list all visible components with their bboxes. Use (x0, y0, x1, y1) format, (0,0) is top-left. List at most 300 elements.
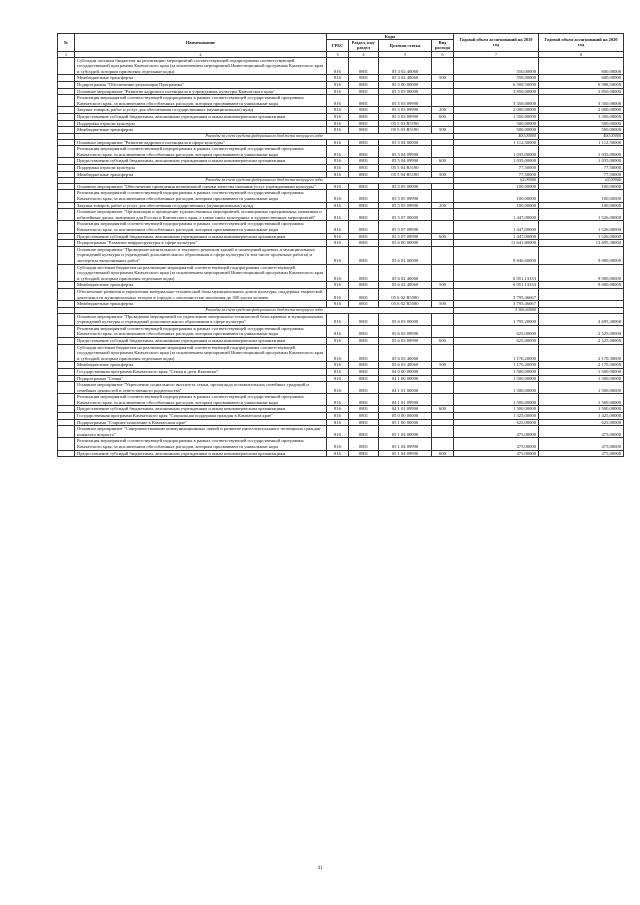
cell-name: Межбюджетные трансферты (75, 362, 327, 369)
cell-num (58, 368, 75, 375)
cell-2020: 100,00000 (539, 183, 624, 190)
cell-target: 04 1 01 09990 (379, 394, 432, 406)
cell-razdel: 0801 (349, 146, 379, 158)
cell-target: 05 5 04 R5190 (379, 164, 432, 171)
cell-2019: 77,50000 (454, 164, 539, 171)
cell-num (58, 190, 75, 202)
cell-name: Подпрограмма "Семья" (75, 375, 327, 382)
cell-razdel: 0801 (349, 406, 379, 413)
cell-vid: 500 (432, 171, 454, 178)
table-row (58, 344, 624, 362)
cell-vid: 600 (432, 158, 454, 165)
cell-razdel: 0801 (349, 325, 379, 337)
cell-2019: 500,00000 (454, 120, 539, 127)
cell-2020 (539, 301, 624, 308)
cell-num (58, 164, 75, 171)
cell-target: 05 0 00 00000 (379, 413, 432, 420)
cell-2019: 100,00000 (454, 202, 539, 209)
cell-vid (432, 313, 454, 325)
cell-grbs: 816 (327, 394, 349, 406)
cell-grbs: 816 (327, 88, 349, 95)
cell-grbs: 816 (327, 313, 349, 325)
table-row (58, 438, 624, 450)
table-row (58, 113, 624, 120)
cell-grbs: 816 (327, 450, 349, 457)
cell-target: 04 1 01 09990 (379, 406, 432, 413)
cell-vid (432, 190, 454, 202)
table-row (58, 164, 624, 171)
cell-num (58, 95, 75, 107)
cell-grbs: 816 (327, 413, 349, 420)
cell-2020: 1 526,00000 (539, 221, 624, 233)
cell-target: 05 6 00 00000 (379, 240, 432, 247)
cell-razdel: 0801 (349, 426, 379, 438)
cell-name: Предоставление субсидий бюджетным, автономным учреждениям и иным некоммерческим организациям (75, 406, 327, 413)
cell-target: 05 5 04 09990 (379, 146, 432, 158)
cell-name: Подпрограмма "Старшее поколение в Камчатском крае" (75, 419, 327, 426)
cell-num (58, 362, 75, 369)
cell-vid (432, 240, 454, 247)
cell-2019: 1 447,00000 (454, 233, 539, 240)
cell-razdel: 0801 (349, 183, 379, 190)
cell-vid: 500 (432, 127, 454, 134)
cell-vid: 600 (432, 450, 454, 457)
cell-name: Межбюджетные трансферты (75, 282, 327, 289)
cell-grbs: 816 (327, 406, 349, 413)
cell-num (58, 438, 75, 450)
cell-2020: 77,50000 (539, 164, 624, 171)
cell-2020 (539, 288, 624, 300)
column-number-cell: 7 (454, 51, 539, 57)
cell-grbs: 816 (327, 202, 349, 209)
cell-vid (432, 88, 454, 95)
cell-2020: 1 500,00000 (539, 394, 624, 406)
header-vid: Вид расхода (432, 40, 454, 51)
table-row (58, 120, 624, 127)
cell-grbs: 816 (327, 158, 349, 165)
cell-name: Реализация мероприятий соответствующей подпрограммы в рамках соответствующей государственной программы Камчатского края, за исключением обособленных расходов, которым присваиваются уникальные коды (75, 438, 327, 450)
cell-target: 05 5 04 R5190 (379, 171, 432, 178)
cell-vid: 600 (432, 233, 454, 240)
cell-target: 05 1 04 00000 (379, 426, 432, 438)
cell-target: 05 1 04 09990 (379, 438, 432, 450)
table-row (58, 233, 624, 240)
cell-target: 05 5 03 R5190 (379, 127, 432, 134)
cell-grbs: 816 (327, 282, 349, 289)
cell-razdel: 0801 (349, 313, 379, 325)
cell-2020: 9 000,00000 (539, 246, 624, 264)
cell-2020: 1 112,50000 (539, 139, 624, 146)
cell-vid (432, 246, 454, 264)
cell-vid (432, 120, 454, 127)
cell-num (58, 394, 75, 406)
table-row (58, 146, 624, 158)
cell-2019: 9 846,60000 (454, 246, 539, 264)
cell-razdel: 0801 (349, 95, 379, 107)
cell-num (58, 146, 75, 158)
table-row (58, 127, 624, 134)
cell-name: Основное мероприятие "Укрепление социального института семьи, пропаганда положительных семейных традиций и семейных ценностей и ответственного родительства" (75, 382, 327, 394)
cell-2019: 6 051,13333 (454, 282, 539, 289)
cell-2020: 62,00000 (539, 178, 624, 184)
cell-num (58, 107, 75, 114)
cell-target: 05 6 03 40060 (379, 362, 432, 369)
cell-name: Субсидии местным бюджетам на реализацию мероприятий соответствующей подпрограммы соответствующей государственной программы Камчатского края (за исключением мероприятий Инвестиционной программы Камчатского края и субсидий, которым присвоены отдельные коды) (75, 264, 327, 282)
cell-razdel: 0801 (349, 158, 379, 165)
column-number-cell: 8 (539, 51, 624, 57)
cell-name: Поддержка отрасли культуры (75, 120, 327, 127)
cell-2020: 77,50000 (539, 171, 624, 178)
cell-grbs: 816 (327, 171, 349, 178)
table-row (58, 264, 624, 282)
cell-name: Реализация мероприятий соответствующей подпрограммы в рамках соответствующей государственной программы Камчатского края, за исключением обособленных расходов, которым присваиваются уникальные коды (75, 190, 327, 202)
cell-name: Реализация мероприятий соответствующей подпрограммы в рамках соответствующей государственной программы Камчатского края, за исключением обособленных расходов, которым присваиваются уникальные коды (75, 146, 327, 158)
table-row (58, 419, 624, 426)
cell-name: Основное мероприятие "Развитие кадрового потенциала в учреждениях культуры Камчатского края" (75, 88, 327, 95)
cell-2020: 3 350,00000 (539, 95, 624, 107)
cell-num (58, 171, 75, 178)
cell-razdel: 0801 (349, 209, 379, 221)
cell-note-text: Расходы за счет средств федерального бюджета текущего года (75, 133, 454, 139)
cell-name: Субсидии местным бюджетам на реализацию мероприятий соответствующей подпрограммы соответствующей государственной программы Камчатского края (за исключением мероприятий Инвестиционной программы Камчатского края и субсидий, которым присвоены отдельные коды) (75, 344, 327, 362)
cell-target: 05 5 05 09990 (379, 202, 432, 209)
cell-num (58, 221, 75, 233)
cell-2020: 2 170,30000 (539, 362, 624, 369)
cell-2020: 1 500,00000 (539, 368, 624, 375)
cell-grbs: 816 (327, 209, 349, 221)
cell-vid: 600 (432, 113, 454, 120)
cell-2019: 11 641,80000 (454, 240, 539, 247)
cell-grbs: 816 (327, 127, 349, 134)
cell-2020: 6 588,50000 (539, 81, 624, 88)
cell-2019: 475,00000 (454, 426, 539, 438)
cell-2020: 1 500,00000 (539, 375, 624, 382)
cell-num (58, 337, 75, 344)
cell-grbs: 816 (327, 95, 349, 107)
cell-2020: 2 170,30000 (539, 344, 624, 362)
cell-2019: 1 325,00000 (454, 413, 539, 420)
cell-num (58, 240, 75, 247)
cell-target: 05 5 04 00000 (379, 139, 432, 146)
cell-2020: 475,00000 (539, 438, 624, 450)
cell-target: 04 1 01 00000 (379, 382, 432, 394)
cell-2020: 1 500,00000 (539, 382, 624, 394)
cell-2019: 1 112,50000 (454, 139, 539, 146)
cell-2019: 1 447,00000 (454, 221, 539, 233)
cell-razdel: 0801 (349, 246, 379, 264)
cell-name: Основное мероприятие "Обеспечение проведения независимой оценки качества оказания услуг учреждениями культуры" (75, 183, 327, 190)
cell-target: 05 5 07 09990 (379, 233, 432, 240)
cell-target: 05 5 03 09990 (379, 107, 432, 114)
cell-target: 05 6 03 00000 (379, 313, 432, 325)
cell-2019: 550,00000 (454, 57, 539, 75)
cell-2020: 4 695,30000 (539, 313, 624, 325)
cell-2019: 400,00000 (454, 133, 539, 139)
cell-razdel: 0801 (349, 394, 379, 406)
cell-razdel: 0801 (349, 413, 379, 420)
cell-razdel: 0801 (349, 164, 379, 171)
cell-vid (432, 288, 454, 300)
cell-2019: 77,50000 (454, 171, 539, 178)
cell-num (58, 75, 75, 82)
cell-2020: 3 850,00000 (539, 88, 624, 95)
cell-2019: 625,00000 (454, 325, 539, 337)
cell-name: Основное мероприятие "Проведение мероприятий по укреплению материально-технической базы краевых и муниципальных учреждений культуры и учреждений дополнительного образования в сфере культуры" (75, 313, 327, 325)
cell-num (58, 406, 75, 413)
cell-vid (432, 164, 454, 171)
cell-name: Предоставление субсидий бюджетным, автономным учреждениям и иным некоммерческим организациям (75, 113, 327, 120)
cell-vid (432, 426, 454, 438)
table-body (58, 57, 624, 457)
cell-num (58, 183, 75, 190)
cell-2019: 3 850,00000 (454, 88, 539, 95)
table-row (58, 183, 624, 190)
header-name: Наименование (75, 34, 327, 52)
cell-target: 05 6 02 40060 (379, 264, 432, 282)
cell-2019: 100,00000 (454, 183, 539, 190)
cell-razdel: 0801 (349, 81, 379, 88)
cell-razdel: 0801 (349, 120, 379, 127)
cell-2020: 600,00000 (539, 75, 624, 82)
cell-vid: 500 (432, 75, 454, 82)
cell-2020: 500,00000 (539, 120, 624, 127)
cell-name: Закупка товаров, работ и услуг для обеспечения государственных (муниципальных) нужд (75, 202, 327, 209)
table-row (58, 282, 624, 289)
cell-razdel: 0801 (349, 171, 379, 178)
cell-target: 05 6 03 09990 (379, 337, 432, 344)
cell-vid: 600 (432, 337, 454, 344)
cell-num (58, 419, 75, 426)
cell-name: Поддержка отрасли культуры (75, 164, 327, 171)
cell-name: Основное мероприятие "Проведение капитального и текущего ремонтов зданий и помещений краевых и муниципальных учреждений культуры и учреждений дополнительного образования в сфере культуры (в том числе проектные работы) и экспертиза выполненных работ" (75, 246, 327, 264)
cell-name: Межбюджетные трансферты (75, 127, 327, 134)
column-number-cell: 6 (432, 51, 454, 57)
cell-razdel: 0801 (349, 288, 379, 300)
cell-num (58, 202, 75, 209)
cell-2019: 500,00000 (454, 127, 539, 134)
cell-num (58, 57, 75, 75)
cell-razdel: 0801 (349, 282, 379, 289)
cell-num (58, 313, 75, 325)
cell-2019: 62,00000 (454, 178, 539, 184)
table-row (58, 202, 624, 209)
cell-name: Реализация мероприятий соответствующей подпрограммы в рамках соответствующей государственной программы Камчатского края, за исключением обособленных расходов, которым присваиваются уникальные коды (75, 325, 327, 337)
cell-grbs: 816 (327, 344, 349, 362)
cell-grbs: 816 (327, 81, 349, 88)
table-row (58, 240, 624, 247)
cell-2020: 1 425,00000 (539, 413, 624, 420)
table-row (58, 288, 624, 300)
cell-num (58, 288, 75, 300)
table-row (58, 313, 624, 325)
cell-num (58, 426, 75, 438)
cell-razdel: 0801 (349, 221, 379, 233)
table-row (58, 426, 624, 438)
cell-name: Закупка товаров, работ и услуг для обеспечения государственных (муниципальных) нужд (75, 107, 327, 114)
table-row (58, 368, 624, 375)
cell-grbs: 816 (327, 382, 349, 394)
cell-target: 05 5 05 00000 (379, 183, 432, 190)
cell-name: Основное мероприятие "Развитие кадрового потенциала в сфере культуры" (75, 139, 327, 146)
column-number-cell: 4 (349, 51, 379, 57)
cell-name: Предоставление субсидий бюджетным, автономным учреждениям и иным некоммерческим организациям (75, 233, 327, 240)
cell-razdel: 0801 (349, 337, 379, 344)
cell-razdel: 0801 (349, 127, 379, 134)
table-row (58, 107, 624, 114)
cell-target: 05 5 07 09990 (379, 221, 432, 233)
cell-vid (432, 325, 454, 337)
cell-2020: 2 000,00000 (539, 107, 624, 114)
cell-num (58, 127, 75, 134)
header-2020: Годовой объем ассигнований на 2020 год (539, 34, 624, 52)
cell-2019: 3 795,46667 (454, 301, 539, 308)
cell-target: 05 1 00 00000 (379, 419, 432, 426)
cell-razdel: 0801 (349, 88, 379, 95)
cell-target: 05 6 02 40060 (379, 282, 432, 289)
cell-razdel: 0801 (349, 375, 379, 382)
table-row (58, 88, 624, 95)
cell-2019: 100,00000 (454, 190, 539, 202)
cell-vid (432, 382, 454, 394)
cell-target: 05 5 03 09990 (379, 113, 432, 120)
cell-target: 05 5 03 09990 (379, 95, 432, 107)
column-number-cell: 1 (58, 51, 75, 57)
cell-2020: 600,00000 (539, 57, 624, 75)
cell-num (58, 413, 75, 420)
cell-2019: 1 500,00000 (454, 382, 539, 394)
cell-razdel: 0801 (349, 75, 379, 82)
cell-2019: 1 500,00000 (454, 406, 539, 413)
cell-razdel: 0801 (349, 107, 379, 114)
cell-2020: 9 000,00000 (539, 282, 624, 289)
cell-2019: 625,00000 (454, 337, 539, 344)
cell-grbs: 816 (327, 246, 349, 264)
cell-2020: 400,00000 (539, 133, 624, 139)
cell-name: Субсидии частным бюджетам на реализацию мероприятий соответствующей подпрограммы соответствующей государственной программы Камчатского края (за исключением мероприятий Инвестиционной программы Камчатского края и субсидий, которым присвоены отдельные коды) (75, 57, 327, 75)
cell-name: Реализация мероприятий соответствующей подпрограммы в рамках соответствующей государственной программы Камчатского края, за исключением обособленных расходов, которым присваиваются уникальные коды (75, 95, 327, 107)
cell-2019: 1 350,00000 (454, 113, 539, 120)
table-row (58, 375, 624, 382)
cell-2019: 550,00000 (454, 75, 539, 82)
cell-num (58, 264, 75, 282)
cell-num (58, 113, 75, 120)
table-row (58, 75, 624, 82)
cell-2020: 1 500,00000 (539, 406, 624, 413)
cell-grbs: 816 (327, 164, 349, 171)
cell-num (58, 450, 75, 457)
table-row (58, 406, 624, 413)
cell-name: Межбюджетные трансферты (75, 301, 327, 308)
cell-grbs: 816 (327, 301, 349, 308)
cell-2019: 2 000,00000 (454, 107, 539, 114)
cell-vid (432, 139, 454, 146)
header-grbs: ГРБС (327, 40, 349, 51)
table-row (58, 158, 624, 165)
cell-2020: 475,00000 (539, 426, 624, 438)
table-row (58, 362, 624, 369)
table-row (58, 413, 624, 420)
cell-vid (432, 221, 454, 233)
cell-name: Основное мероприятие "Совершенствование коммуникационных связей и развитие интеллектуального потенциала граждан пожилого возраста" (75, 426, 327, 438)
cell-num (58, 120, 75, 127)
cell-razdel: 0801 (349, 438, 379, 450)
cell-target: 05 5 04 09990 (379, 158, 432, 165)
cell-grbs: 816 (327, 240, 349, 247)
cell-vid (432, 95, 454, 107)
table-row (58, 382, 624, 394)
cell-target: 05 5 00 00000 (379, 81, 432, 88)
cell-grbs: 816 (327, 368, 349, 375)
cell-name: Предоставление субсидий бюджетным, автономным учреждениям и иным некоммерческим организациям (75, 337, 327, 344)
cell-vid: 200 (432, 107, 454, 114)
column-number-cell: 5 (379, 51, 432, 57)
table-row (58, 57, 624, 75)
header-razdel: Раздел, под-раздел (349, 40, 379, 51)
cell-grbs: 816 (327, 264, 349, 282)
cell-grbs: 816 (327, 325, 349, 337)
cell-grbs: 816 (327, 288, 349, 300)
cell-num (58, 88, 75, 95)
cell-grbs: 816 (327, 113, 349, 120)
cell-2019: 3 350,00000 (454, 95, 539, 107)
cell-target: 05 5 03 00000 (379, 88, 432, 95)
cell-2019: 1 035,00000 (454, 158, 539, 165)
cell-name: Государственная программа Камчатского края "Социальная поддержка граждан в Камчатском крае" (75, 413, 327, 420)
cell-2020: 100,00000 (539, 202, 624, 209)
cell-vid (432, 344, 454, 362)
cell-2019: 3 366,60000 (454, 307, 539, 313)
cell-grbs: 816 (327, 190, 349, 202)
cell-name: Межбюджетные трансферты (75, 171, 327, 178)
cell-vid (432, 394, 454, 406)
cell-2020: 2 525,00000 (539, 337, 624, 344)
cell-2019: 1 170,20000 (454, 362, 539, 369)
cell-2019: 475,00000 (454, 450, 539, 457)
table-row (58, 394, 624, 406)
cell-vid (432, 419, 454, 426)
cell-num (58, 282, 75, 289)
cell-grbs: 816 (327, 419, 349, 426)
cell-target: 05 5 05 09990 (379, 190, 432, 202)
cell-target: 05 6 02 00000 (379, 246, 432, 264)
cell-grbs: 816 (327, 362, 349, 369)
cell-2019: 1 795,20000 (454, 313, 539, 325)
cell-target: 05 5 07 00000 (379, 209, 432, 221)
cell-grbs: 816 (327, 438, 349, 450)
cell-num (58, 209, 75, 221)
cell-vid (432, 438, 454, 450)
cell-vid (432, 413, 454, 420)
cell-grbs: 816 (327, 107, 349, 114)
cell-2020: 1 526,00000 (539, 233, 624, 240)
cell-vid (432, 368, 454, 375)
cell-target: 04 0 00 00000 (379, 368, 432, 375)
cell-vid (432, 209, 454, 221)
cell-name: Предоставление субсидий бюджетным, автономным учреждениям и иным некоммерческим организациям (75, 450, 327, 457)
cell-num (58, 344, 75, 362)
table-row (58, 209, 624, 221)
cell-target: 04 1 00 00000 (379, 375, 432, 382)
cell-2019: 6 051,13333 (454, 264, 539, 282)
cell-grbs: 816 (327, 57, 349, 75)
cell-2019: 1 500,00000 (454, 375, 539, 382)
cell-vid (432, 183, 454, 190)
cell-2019: 6 509,50000 (454, 81, 539, 88)
table-row (58, 325, 624, 337)
cell-grbs: 816 (327, 139, 349, 146)
cell-razdel: 0801 (349, 382, 379, 394)
cell-target: 05 5 03 R5190 (379, 120, 432, 127)
